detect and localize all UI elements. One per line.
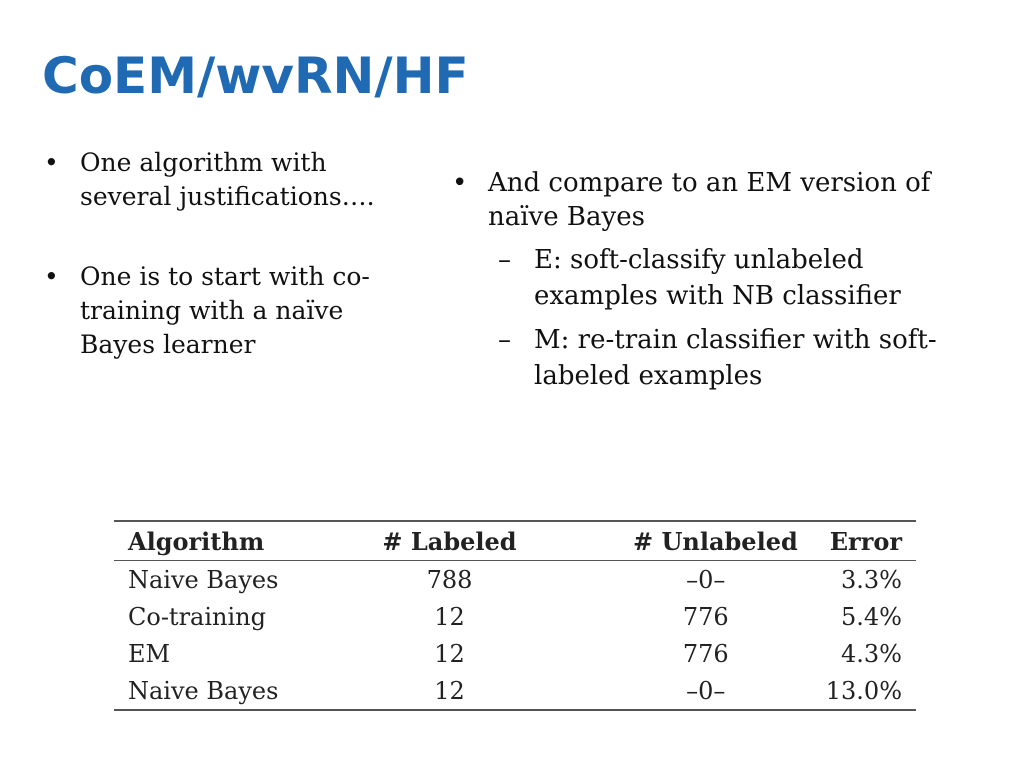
results-table-container	[114, 520, 916, 711]
cell-unlabeled	[565, 635, 812, 672]
cell-labeled	[334, 598, 565, 635]
cell-unlabeled-value: 776	[682, 602, 729, 631]
bullet-item	[44, 260, 404, 362]
cell-labeled	[334, 561, 565, 599]
bullet-item	[452, 166, 992, 394]
cell-labeled	[334, 672, 565, 710]
cell-labeled	[334, 635, 565, 672]
cell-labeled-value: 788	[426, 565, 473, 594]
bullet-item	[44, 146, 404, 214]
cell-error: 5.4%	[841, 602, 902, 631]
cell-algorithm: Co-training	[128, 602, 266, 631]
cell-unlabeled-value: –0–	[686, 676, 726, 705]
cell-error: 4.3%	[841, 639, 902, 668]
header-unlabeled: # Unlabeled	[565, 521, 812, 561]
bullet-dot-icon: •	[44, 148, 59, 177]
header-error: Error	[812, 521, 916, 561]
results-table	[114, 520, 916, 711]
table-header-row	[114, 521, 916, 561]
bullet-text: One algorithm with several justifications….	[80, 148, 375, 211]
cell-unlabeled	[565, 561, 812, 599]
cell-algorithm: Naive Bayes	[128, 565, 279, 594]
header-algorithm: Algorithm	[114, 521, 334, 561]
table-row	[114, 635, 916, 672]
table-row	[114, 561, 916, 599]
cell-unlabeled	[565, 598, 812, 635]
sub-bullet-text: M: re-train classifier with soft-labeled examples	[534, 325, 937, 391]
sub-bullet-item	[488, 322, 992, 394]
sub-bullet-text: E: soft-classify unlabeled examples with NB classifier	[534, 245, 901, 311]
cell-unlabeled-value: –0–	[686, 565, 726, 594]
cell-unlabeled-value: 776	[682, 639, 729, 668]
bullet-text: One is to start with co-training with a naïve Bayes learner	[80, 262, 370, 359]
slide-title: CoEM/wvRN/HF	[42, 47, 469, 105]
cell-error: 3.3%	[841, 565, 902, 594]
cell-algorithm: Naive Bayes	[114, 672, 334, 710]
sub-bullet-item	[488, 242, 992, 314]
table-row	[114, 672, 916, 710]
bullet-dot-icon: •	[44, 262, 59, 291]
left-bullet-list	[44, 146, 404, 362]
bullet-dot-icon: •	[452, 168, 468, 198]
cell-labeled-value: 12	[434, 676, 465, 705]
cell-unlabeled	[565, 672, 812, 710]
sub-bullet-list	[488, 242, 992, 394]
dash-icon: –	[498, 245, 511, 275]
right-bullet-list	[452, 166, 992, 394]
table-row	[114, 598, 916, 635]
bullet-text: And compare to an EM version of naïve Bayes	[488, 168, 931, 232]
header-labeled: # Labeled	[334, 521, 565, 561]
cell-algorithm: EM	[128, 639, 171, 668]
dash-icon: –	[498, 325, 511, 355]
cell-labeled-value: 12	[434, 602, 465, 631]
cell-labeled-value: 12	[434, 639, 465, 668]
cell-error: 13.0%	[812, 672, 916, 710]
